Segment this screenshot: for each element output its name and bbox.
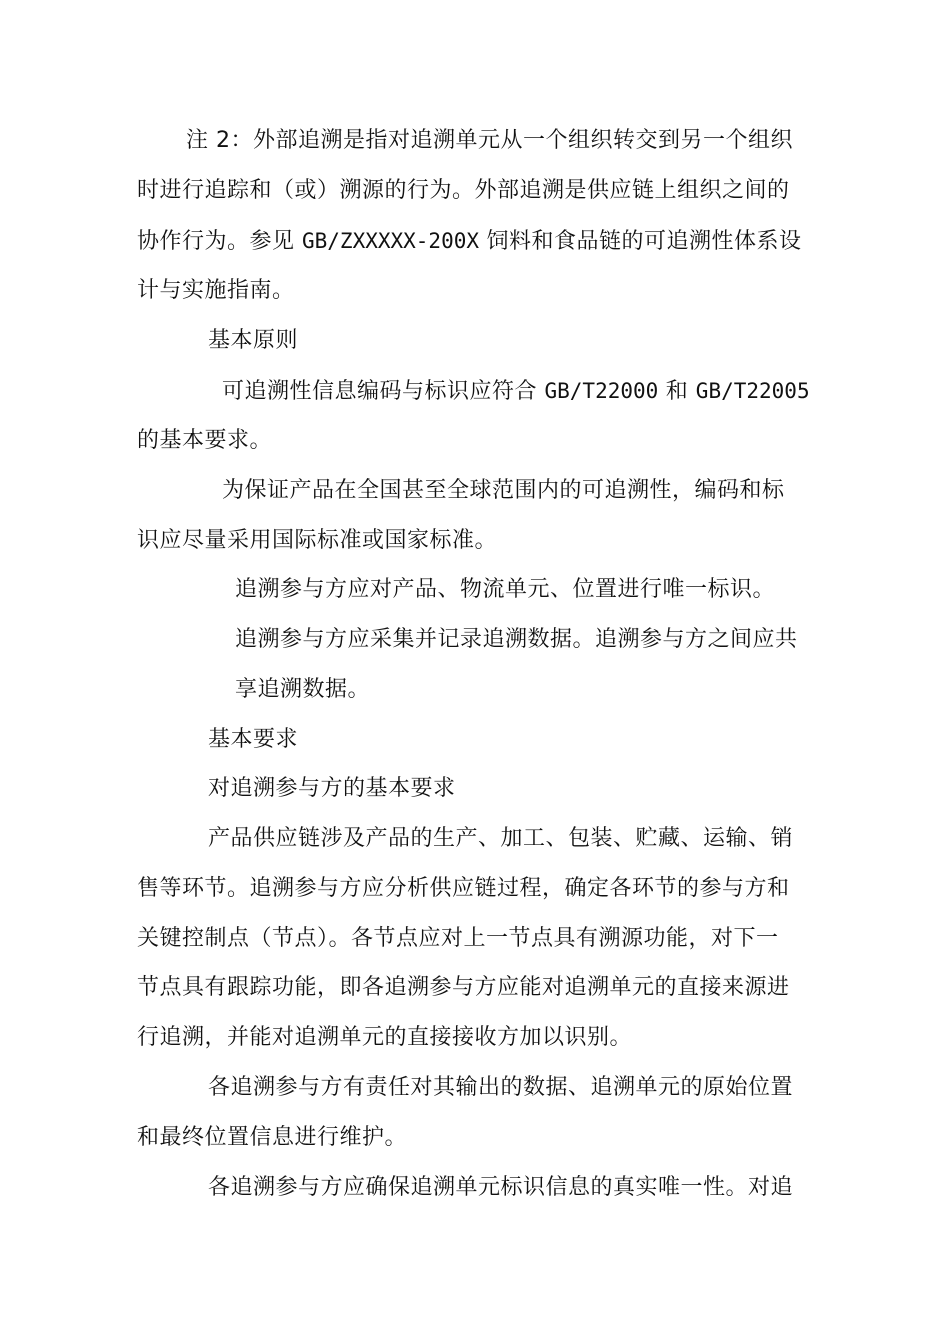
- note2-text: 外部追溯是指对追溯单元从一个组织转交到另一个组织: [253, 128, 794, 153]
- note2-line3-text-a: 协作行为。参见: [137, 229, 302, 254]
- note2-line-3: [137, 226, 802, 256]
- responsibility-para-line-1: 各追溯参与方有责任对其输出的数据、追溯单元的原始位置: [208, 1075, 794, 1100]
- supply-chain-para-line-3: 关键控制点（节点）。各节点应对上一节点具有溯源功能，对下一: [137, 926, 779, 951]
- principle-1-line-1: [222, 376, 810, 406]
- note2-line-2: 时进行追踪和（或）溯源的行为。外部追溯是供应链上组织之间的: [137, 178, 790, 203]
- supply-chain-para-line-5: 行追溯，并能对追溯单元的直接接收方加以识别。: [137, 1025, 633, 1050]
- principle-2-line-2: 识应尽量采用国际标准或国家标准。: [137, 528, 498, 553]
- heading-basic-requirements: 基本要求: [208, 727, 299, 752]
- principle-3: 追溯参与方应对产品、物流单元、位置进行唯一标识。: [235, 577, 776, 602]
- principle-1-line-2: 的基本要求。: [137, 428, 273, 453]
- note2-line3-text-b: 饲料和食品链的可追溯性体系设: [479, 229, 802, 254]
- principle-1-text: 可追溯性信息编码与标识应符合: [222, 379, 545, 404]
- standard-code: GB/ZXXXXX-200X: [302, 229, 480, 253]
- principle-2-line-1: 为保证产品在全国甚至全球范围内的可追溯性，编码和标: [222, 478, 785, 503]
- supply-chain-para-line-2: 售等环节。追溯参与方应分析供应链过程，确定各环节的参与方和: [137, 876, 790, 901]
- note2-line-4: 计与实施指南。: [137, 278, 295, 303]
- standard-code: GB/T22000: [544, 379, 659, 403]
- supply-chain-para-line-1: 产品供应链涉及产品的生产、加工、包装、贮藏、运输、销: [208, 826, 794, 851]
- principle-4-line-2: 享追溯数据。: [235, 677, 371, 702]
- note2-line-1: [186, 126, 793, 156]
- supply-chain-para-line-4: 节点具有跟踪功能，即各追溯参与方应能对追溯单元的直接来源进: [137, 975, 790, 1000]
- responsibility-para-line-2: 和最终位置信息进行维护。: [137, 1125, 408, 1150]
- subheading-participants: 对追溯参与方的基本要求: [208, 776, 456, 801]
- note2-label: 注 2：: [186, 128, 253, 153]
- standard-code: GB/T22005: [695, 379, 810, 403]
- principle-1-conj: 和: [658, 379, 696, 404]
- uniqueness-para-line-1: 各追溯参与方应确保追溯单元标识信息的真实唯一性。对追: [208, 1175, 794, 1200]
- principle-4-line-1: 追溯参与方应采集并记录追溯数据。追溯参与方之间应共: [235, 627, 798, 652]
- heading-basic-principles: 基本原则: [208, 328, 299, 353]
